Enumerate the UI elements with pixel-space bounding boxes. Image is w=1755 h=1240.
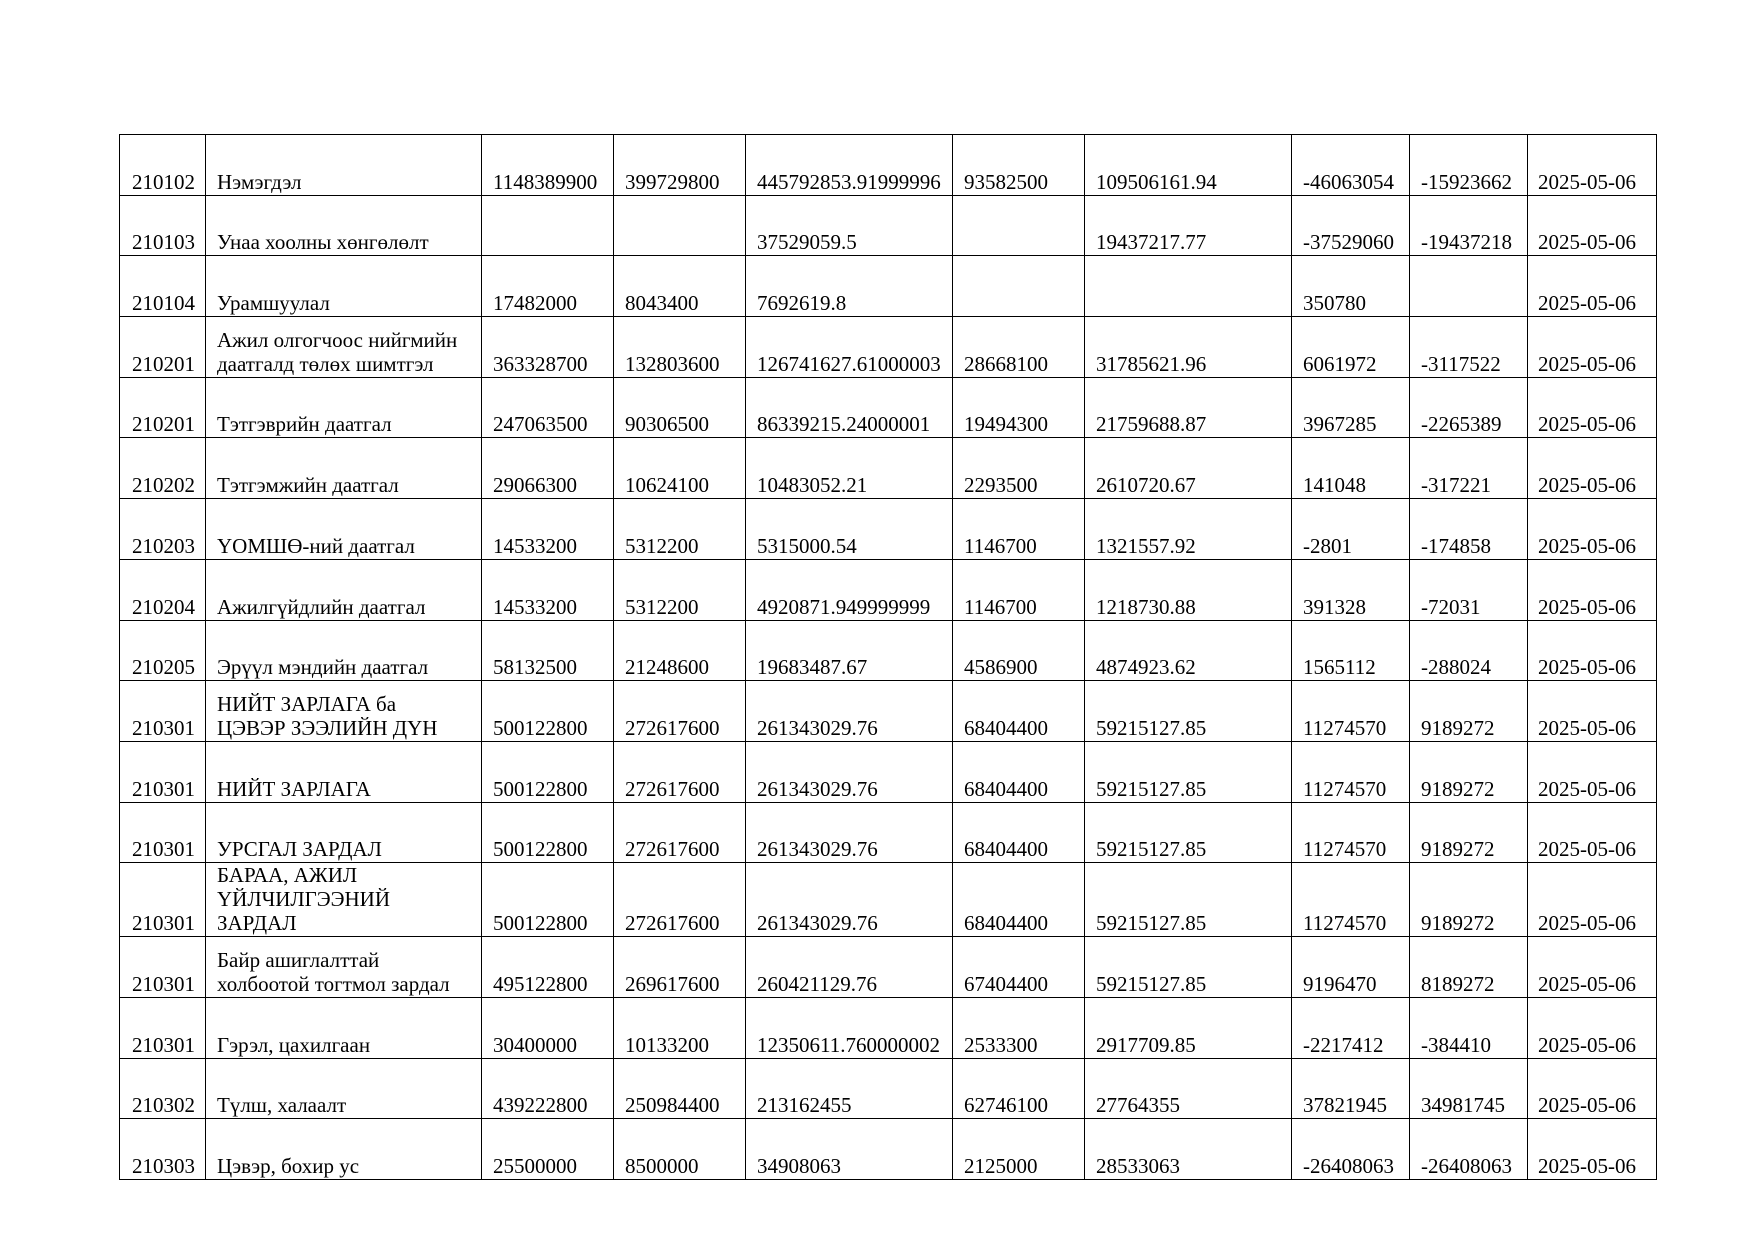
amount-cell-1: 439222800	[482, 1058, 614, 1119]
amount-cell-2: 10133200	[614, 997, 746, 1058]
amount-cell-2: 269617600	[614, 937, 746, 998]
table-row	[120, 802, 1657, 863]
amount-cell-1: 500122800	[482, 863, 614, 937]
amount-cell-3: 261343029.76	[746, 802, 953, 863]
account-name-cell	[206, 256, 482, 317]
amount-cell-6: 11274570	[1292, 681, 1410, 742]
date-cell: 2025-05-06	[1528, 1119, 1657, 1180]
amount-cell-6: 11274570	[1292, 863, 1410, 937]
table-row	[120, 317, 1657, 378]
amount-cell-3: 34908063	[746, 1119, 953, 1180]
table-row	[120, 863, 1657, 937]
table-row	[120, 681, 1657, 742]
amount-cell-5: 1321557.92	[1085, 499, 1292, 560]
account-name-cell	[206, 863, 482, 937]
amount-cell-3: 5315000.54	[746, 499, 953, 560]
amount-cell-6: 3967285	[1292, 377, 1410, 438]
account-name-line: холбоотой тогтмол зардал	[217, 971, 450, 996]
amount-cell-3: 261343029.76	[746, 863, 953, 937]
amount-cell-3: 445792853.91999996	[746, 135, 953, 196]
account-name-line: ҮОМШӨ-ний даатгал	[217, 533, 415, 558]
amount-cell-5: 59215127.85	[1085, 741, 1292, 802]
amount-cell-7: -26408063	[1410, 1119, 1528, 1180]
date-cell: 2025-05-06	[1528, 499, 1657, 560]
amount-cell-6: 1565112	[1292, 620, 1410, 681]
account-code-cell: 210301	[120, 681, 206, 742]
amount-cell-1: 25500000	[482, 1119, 614, 1180]
account-name-line: даатгалд төлөх шимтгэл	[217, 351, 434, 376]
account-name-line: Урамшуулал	[217, 291, 330, 316]
table-row	[120, 438, 1657, 499]
amount-cell-3: 261343029.76	[746, 681, 953, 742]
amount-cell-6: 391328	[1292, 559, 1410, 620]
amount-cell-3: 213162455	[746, 1058, 953, 1119]
amount-cell-7: 9189272	[1410, 802, 1528, 863]
amount-cell-1: 14533200	[482, 559, 614, 620]
amount-cell-5: 4874923.62	[1085, 620, 1292, 681]
account-name-cell	[206, 620, 482, 681]
amount-cell-1: 500122800	[482, 741, 614, 802]
amount-cell-7: -317221	[1410, 438, 1528, 499]
amount-cell-2: 10624100	[614, 438, 746, 499]
amount-cell-5: 28533063	[1085, 1119, 1292, 1180]
amount-cell-5: 31785621.96	[1085, 317, 1292, 378]
amount-cell-5: 21759688.87	[1085, 377, 1292, 438]
account-name-cell	[206, 559, 482, 620]
budget-table	[119, 134, 1657, 1180]
table-row	[120, 377, 1657, 438]
amount-cell-4: 2293500	[953, 438, 1085, 499]
amount-cell-6: -37529060	[1292, 195, 1410, 256]
amount-cell-7: 9189272	[1410, 681, 1528, 742]
account-name-cell	[206, 937, 482, 998]
table-row	[120, 741, 1657, 802]
amount-cell-4: 93582500	[953, 135, 1085, 196]
amount-cell-7: -174858	[1410, 499, 1528, 560]
account-code-cell: 210301	[120, 997, 206, 1058]
amount-cell-7: -288024	[1410, 620, 1528, 681]
account-name-line: Нэмэгдэл	[217, 169, 302, 194]
amount-cell-2: 8043400	[614, 256, 746, 317]
account-name-line: ЦЭВЭР ЗЭЭЛИЙН ДҮН	[217, 715, 438, 740]
amount-cell-7: 8189272	[1410, 937, 1528, 998]
amount-cell-3: 261343029.76	[746, 741, 953, 802]
amount-cell-6: 37821945	[1292, 1058, 1410, 1119]
account-name-cell	[206, 741, 482, 802]
date-cell: 2025-05-06	[1528, 620, 1657, 681]
amount-cell-1: 30400000	[482, 997, 614, 1058]
account-name-cell	[206, 377, 482, 438]
table-row	[120, 1058, 1657, 1119]
table-row	[120, 499, 1657, 560]
account-code-cell: 210301	[120, 863, 206, 937]
amount-cell-5: 2610720.67	[1085, 438, 1292, 499]
amount-cell-5: 27764355	[1085, 1058, 1292, 1119]
amount-cell-3: 37529059.5	[746, 195, 953, 256]
account-name-cell	[206, 1119, 482, 1180]
amount-cell-6: -26408063	[1292, 1119, 1410, 1180]
account-name-cell	[206, 499, 482, 560]
amount-cell-1: 500122800	[482, 681, 614, 742]
account-name-line: Ажилгүйдлийн даатгал	[217, 594, 426, 619]
amount-cell-2: 21248600	[614, 620, 746, 681]
date-cell: 2025-05-06	[1528, 997, 1657, 1058]
date-cell: 2025-05-06	[1528, 937, 1657, 998]
account-code-cell: 210102	[120, 135, 206, 196]
account-name-line: Цэвэр, бохир ус	[217, 1154, 360, 1178]
amount-cell-4: 67404400	[953, 937, 1085, 998]
date-cell: 2025-05-06	[1528, 741, 1657, 802]
account-name-cell	[206, 1058, 482, 1119]
amount-cell-6: 350780	[1292, 256, 1410, 317]
amount-cell-2: 399729800	[614, 135, 746, 196]
amount-cell-4: 1146700	[953, 499, 1085, 560]
amount-cell-5: 59215127.85	[1085, 863, 1292, 937]
account-name-line: Эрүүл мэндийн даатгал	[217, 655, 429, 680]
account-name-line: НИЙТ ЗАРЛАГА ба	[217, 691, 397, 716]
amount-cell-5: 59215127.85	[1085, 802, 1292, 863]
amount-cell-2: 272617600	[614, 741, 746, 802]
table-row	[120, 620, 1657, 681]
amount-cell-3: 4920871.949999999	[746, 559, 953, 620]
account-code-cell: 210301	[120, 802, 206, 863]
amount-cell-3: 7692619.8	[746, 256, 953, 317]
amount-cell-4: 68404400	[953, 681, 1085, 742]
account-name-line: Унаа хоолны хөнгөлөлт	[217, 230, 429, 255]
amount-cell-1: 1148389900	[482, 135, 614, 196]
account-code-cell: 210204	[120, 559, 206, 620]
amount-cell-4: 4586900	[953, 620, 1085, 681]
amount-cell-4	[953, 256, 1085, 317]
account-name-line: Тэтгэмжийн даатгал	[217, 473, 399, 498]
amount-cell-6: 11274570	[1292, 802, 1410, 863]
amount-cell-6: -2217412	[1292, 997, 1410, 1058]
date-cell: 2025-05-06	[1528, 317, 1657, 378]
account-name-line: ҮЙЛЧИЛГЭЭНИЙ	[217, 887, 390, 912]
date-cell: 2025-05-06	[1528, 802, 1657, 863]
amount-cell-3: 10483052.21	[746, 438, 953, 499]
amount-cell-1: 58132500	[482, 620, 614, 681]
amount-cell-1: 495122800	[482, 937, 614, 998]
amount-cell-7: -15923662	[1410, 135, 1528, 196]
amount-cell-3: 12350611.760000002	[746, 997, 953, 1058]
account-name-line: УРСГАЛ ЗАРДАЛ	[217, 837, 382, 862]
amount-cell-3: 126741627.61000003	[746, 317, 953, 378]
account-code-cell: 210203	[120, 499, 206, 560]
amount-cell-2: 272617600	[614, 802, 746, 863]
account-code-cell: 210103	[120, 195, 206, 256]
date-cell: 2025-05-06	[1528, 681, 1657, 742]
account-code-cell: 210201	[120, 317, 206, 378]
account-name-line: ЗАРДАЛ	[217, 911, 297, 936]
amount-cell-6: -2801	[1292, 499, 1410, 560]
amount-cell-5: 19437217.77	[1085, 195, 1292, 256]
amount-cell-4: 2533300	[953, 997, 1085, 1058]
account-name-line: Байр ашиглалттай	[217, 947, 380, 972]
amount-cell-5: 59215127.85	[1085, 937, 1292, 998]
account-name-cell	[206, 438, 482, 499]
date-cell: 2025-05-06	[1528, 1058, 1657, 1119]
amount-cell-7: -19437218	[1410, 195, 1528, 256]
amount-cell-3: 86339215.24000001	[746, 377, 953, 438]
table-body	[120, 135, 1657, 1180]
amount-cell-4: 68404400	[953, 863, 1085, 937]
account-name-line: Түлш, халаалт	[217, 1093, 347, 1118]
account-code-cell: 210201	[120, 377, 206, 438]
amount-cell-4: 68404400	[953, 741, 1085, 802]
date-cell: 2025-05-06	[1528, 256, 1657, 317]
date-cell: 2025-05-06	[1528, 377, 1657, 438]
amount-cell-7: -3117522	[1410, 317, 1528, 378]
amount-cell-1: 363328700	[482, 317, 614, 378]
table-row	[120, 135, 1657, 196]
account-name-line: Гэрэл, цахилгаан	[217, 1032, 371, 1057]
amount-cell-4: 62746100	[953, 1058, 1085, 1119]
account-code-cell: 210301	[120, 937, 206, 998]
amount-cell-7: 9189272	[1410, 863, 1528, 937]
amount-cell-5: 1218730.88	[1085, 559, 1292, 620]
amount-cell-6: -46063054	[1292, 135, 1410, 196]
amount-cell-1	[482, 195, 614, 256]
account-name-line: Ажил олгогчоос нийгмийн	[217, 327, 458, 352]
account-name-cell	[206, 195, 482, 256]
amount-cell-5: 2917709.85	[1085, 997, 1292, 1058]
amount-cell-4: 28668100	[953, 317, 1085, 378]
amount-cell-4: 2125000	[953, 1119, 1085, 1180]
amount-cell-5: 59215127.85	[1085, 681, 1292, 742]
amount-cell-1: 29066300	[482, 438, 614, 499]
amount-cell-7: 9189272	[1410, 741, 1528, 802]
account-code-cell: 210302	[120, 1058, 206, 1119]
date-cell: 2025-05-06	[1528, 438, 1657, 499]
table-row	[120, 559, 1657, 620]
account-name-line: Тэтгэврийн даатгал	[217, 412, 392, 437]
account-code-cell: 210205	[120, 620, 206, 681]
date-cell: 2025-05-06	[1528, 135, 1657, 196]
account-name-cell	[206, 681, 482, 742]
amount-cell-7: -72031	[1410, 559, 1528, 620]
amount-cell-2	[614, 195, 746, 256]
table-row	[120, 1119, 1657, 1180]
account-name-cell	[206, 802, 482, 863]
amount-cell-1: 500122800	[482, 802, 614, 863]
date-cell: 2025-05-06	[1528, 195, 1657, 256]
table-row	[120, 256, 1657, 317]
amount-cell-3: 19683487.67	[746, 620, 953, 681]
amount-cell-3: 260421129.76	[746, 937, 953, 998]
table-row	[120, 195, 1657, 256]
amount-cell-4	[953, 195, 1085, 256]
account-name-cell	[206, 317, 482, 378]
account-name-cell	[206, 997, 482, 1058]
amount-cell-2: 132803600	[614, 317, 746, 378]
amount-cell-7: -2265389	[1410, 377, 1528, 438]
amount-cell-6: 9196470	[1292, 937, 1410, 998]
account-code-cell: 210202	[120, 438, 206, 499]
amount-cell-1: 14533200	[482, 499, 614, 560]
amount-cell-4: 1146700	[953, 559, 1085, 620]
account-name-cell	[206, 135, 482, 196]
amount-cell-4: 19494300	[953, 377, 1085, 438]
account-code-cell: 210303	[120, 1119, 206, 1180]
amount-cell-2: 5312200	[614, 499, 746, 560]
amount-cell-7	[1410, 256, 1528, 317]
amount-cell-2: 5312200	[614, 559, 746, 620]
date-cell: 2025-05-06	[1528, 559, 1657, 620]
amount-cell-2: 272617600	[614, 863, 746, 937]
amount-cell-2: 90306500	[614, 377, 746, 438]
amount-cell-6: 11274570	[1292, 741, 1410, 802]
amount-cell-1: 247063500	[482, 377, 614, 438]
amount-cell-2: 272617600	[614, 681, 746, 742]
account-code-cell: 210104	[120, 256, 206, 317]
account-code-cell: 210301	[120, 741, 206, 802]
account-name-line: НИЙТ ЗАРЛАГА	[217, 776, 371, 801]
amount-cell-5: 109506161.94	[1085, 135, 1292, 196]
table-row	[120, 997, 1657, 1058]
amount-cell-1: 17482000	[482, 256, 614, 317]
amount-cell-6: 141048	[1292, 438, 1410, 499]
amount-cell-5	[1085, 256, 1292, 317]
amount-cell-7: -384410	[1410, 997, 1528, 1058]
account-name-line: БАРАА, АЖИЛ	[217, 863, 358, 888]
amount-cell-2: 250984400	[614, 1058, 746, 1119]
amount-cell-2: 8500000	[614, 1119, 746, 1180]
amount-cell-7: 34981745	[1410, 1058, 1528, 1119]
date-cell: 2025-05-06	[1528, 863, 1657, 937]
amount-cell-4: 68404400	[953, 802, 1085, 863]
table-row	[120, 937, 1657, 998]
amount-cell-6: 6061972	[1292, 317, 1410, 378]
